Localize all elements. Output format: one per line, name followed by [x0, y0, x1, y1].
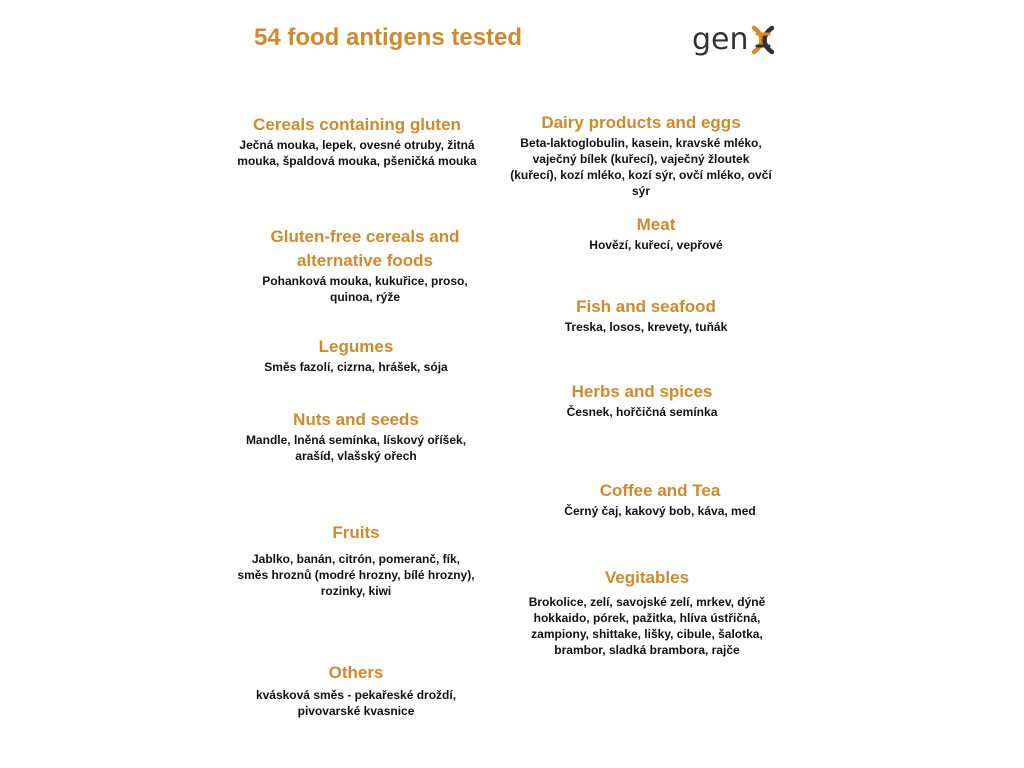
section-heading: Fish and seafood	[576, 297, 716, 316]
x-helix-logo-icon	[750, 25, 776, 55]
section-heading: Meat	[636, 215, 676, 234]
section-items: Česnek, hořčičná semínka	[566, 405, 718, 419]
section-dairy-eggs	[508, 111, 774, 199]
section-items: Jablko, banán, citrón, pomeranč, fík, směs hroznů (modré hrozny, bílé hrozny), rozinky, kiwi	[237, 552, 475, 598]
logo-wordmark: gen	[692, 22, 749, 57]
section-heading: Cereals containing gluten	[253, 115, 461, 134]
section-vegetables	[512, 566, 782, 658]
section-items: Mandle, lněná semínka, lískový oříšek, arašíd, vlašský ořech	[245, 433, 467, 463]
section-items: Ječná mouka, lepek, ovesné otruby, žitná mouka, špaldová mouka, pšeničká mouka	[237, 138, 477, 168]
section-items: Hovězí, kuřecí, vepřové	[589, 238, 723, 252]
section-heading: Coffee and Tea	[599, 481, 721, 500]
section-gluten-free	[240, 225, 490, 305]
section-fish-seafood	[526, 295, 766, 335]
section-heading: Others	[328, 663, 384, 682]
section-items: Směs fazolí, cizrna, hrášek, sója	[264, 360, 448, 374]
section-heading: Gluten-free cereals and alternative foods	[270, 227, 460, 270]
section-coffee-tea	[540, 479, 780, 519]
section-heading: Vegitables	[604, 568, 690, 587]
section-herbs-spices	[522, 380, 762, 420]
section-items: Pohanková mouka, kukuřice, proso, quinoa, rýže	[262, 274, 468, 304]
section-meat	[536, 213, 776, 253]
page-title: 54 food antigens tested	[254, 24, 523, 51]
section-nuts-seeds	[228, 408, 484, 464]
section-heading: Nuts and seeds	[293, 410, 419, 429]
section-items: Beta-laktoglobulin, kasein, kravské mléko, vaječný bílek (kuřecí), vaječný žloutek (kuřecí), kozí mléko, kozí sýr, ovčí mléko, ovčí sýr	[510, 136, 772, 198]
genx-logo	[692, 24, 776, 56]
section-items: kvásková směs - pekařeské droždí, pivovarské kvasnice	[255, 688, 457, 718]
section-heading: Dairy products and eggs	[541, 113, 741, 132]
section-heading: Legumes	[318, 337, 394, 356]
section-heading: Fruits	[332, 523, 380, 542]
section-legumes	[236, 335, 476, 375]
section-others	[236, 661, 476, 719]
section-fruits	[236, 521, 476, 599]
section-items: Černý čaj, kakový bob, káva, med	[564, 504, 756, 518]
section-heading: Herbs and spices	[571, 382, 713, 401]
section-items: Brokolice, zelí, savojské zelí, mrkev, dýně hokkaido, pórek, pažitka, hlíva ústřičná, zampiony, shittake, lišky, cibule, šalotka, brambor, sladká brambora, rajče	[528, 595, 766, 657]
section-items: Treska, losos, krevety, tuňák	[564, 320, 728, 334]
section-cereals-gluten	[232, 113, 482, 169]
